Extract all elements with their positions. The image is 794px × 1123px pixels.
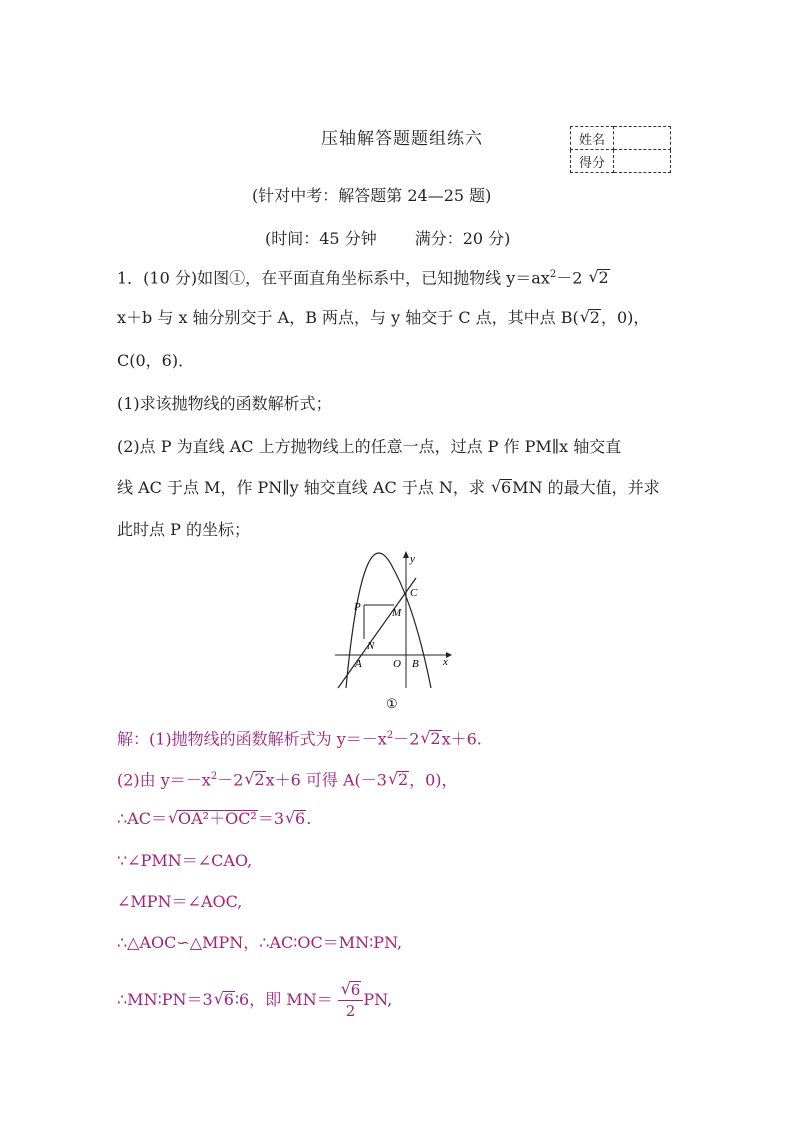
line-ac bbox=[338, 578, 416, 688]
label-p: P bbox=[354, 601, 361, 613]
fraction-root6-over-2: √ $\frac{6}{2}$ bbox=[338, 980, 364, 1021]
name-label: 姓名 bbox=[571, 127, 614, 150]
name-field[interactable] bbox=[614, 127, 671, 150]
label-o: O bbox=[393, 658, 401, 670]
label-b: B bbox=[412, 658, 419, 670]
solution-line-2: (2)由 $y=-x^2-2√$ 2x＋6 可得 A(－3√ 2，0)， bbox=[117, 767, 458, 790]
label-y: y bbox=[410, 553, 415, 565]
question-2-line-1: (2)点 P 为直线 AC 上方抛物线上的任意一点，过点 P 作 PM∥x 轴交直 bbox=[117, 437, 622, 456]
problem-line-3: C(0，6)． bbox=[117, 351, 195, 370]
sqrt-2: √ 2 bbox=[253, 771, 265, 788]
solution-line-3: ∴AC＝√ OA²＋OC²＝3√ 6. bbox=[117, 809, 311, 829]
sqrt-6: √ 6 bbox=[294, 810, 306, 827]
page-title: 压轴解答题题组练六 bbox=[321, 129, 483, 149]
solution-line-7: ∴MN∶PN＝3√ 6∶6，即 MN＝ √ $\frac{6}{2}$ PN, bbox=[117, 980, 392, 1021]
label-x: x bbox=[443, 656, 448, 668]
score-field[interactable] bbox=[614, 150, 671, 173]
label-a: A bbox=[355, 658, 362, 670]
problem-line-1: 1．(10 分)如图①，在平面直角坐标系中，已知抛物线 $y=ax^2-2$ √ 2 bbox=[117, 265, 610, 288]
page-subtitle: (针对中考：解答题第 24—25 题) bbox=[252, 186, 492, 205]
sqrt-6: √ 6 bbox=[223, 991, 235, 1008]
question-2-line-2: 线 AC 于点 M，作 PN∥y 轴交直线 AC 于点 N，求 √ 6MN 的最大值，并求 bbox=[117, 478, 660, 498]
sqrt-2: √ 2 bbox=[589, 309, 601, 326]
solution-line-4: ∵∠PMN＝∠CAO, bbox=[117, 851, 253, 870]
question-1: (1)求该抛物线的函数解析式； bbox=[117, 394, 332, 413]
sqrt-6: √ 6 bbox=[500, 479, 512, 496]
sqrt-2: √ 2 bbox=[429, 730, 441, 747]
score-box bbox=[570, 126, 671, 173]
question-2-line-3: 此时点 P 的坐标； bbox=[117, 520, 250, 539]
label-c: C bbox=[410, 587, 418, 599]
solution-line-5: ∠MPN＝∠AOC, bbox=[117, 892, 243, 911]
sqrt-oa-oc: √ OA²＋OC² bbox=[177, 810, 258, 827]
time-score-line bbox=[265, 226, 510, 249]
problem-line-2: x＋b 与 x 轴分别交于 A，B 两点，与 y 轴交于 C 点，其中点 B(√ 2，0)， bbox=[117, 308, 649, 328]
full-score: 满分：20 分) bbox=[414, 229, 511, 248]
figure-caption: ① bbox=[386, 697, 398, 712]
solution-line-6: ∴△AOC∽△MPN，∴AC∶OC＝MN∶PN, bbox=[117, 933, 403, 952]
sqrt-2: √ 2 bbox=[397, 771, 409, 788]
time-limit: (时间：45 分钟 bbox=[265, 229, 377, 248]
solution-line-1: 解：(1)抛物线的函数解析式为 $y=-x^2-2√$ 2x＋6. bbox=[117, 726, 482, 749]
label-m: M bbox=[392, 607, 402, 619]
score-label: 得分 bbox=[571, 150, 614, 173]
label-n: N bbox=[367, 640, 375, 652]
sqrt-2: √ 2 bbox=[597, 269, 609, 286]
y-axis-arrow bbox=[403, 551, 409, 558]
parabola-figure bbox=[330, 548, 460, 713]
